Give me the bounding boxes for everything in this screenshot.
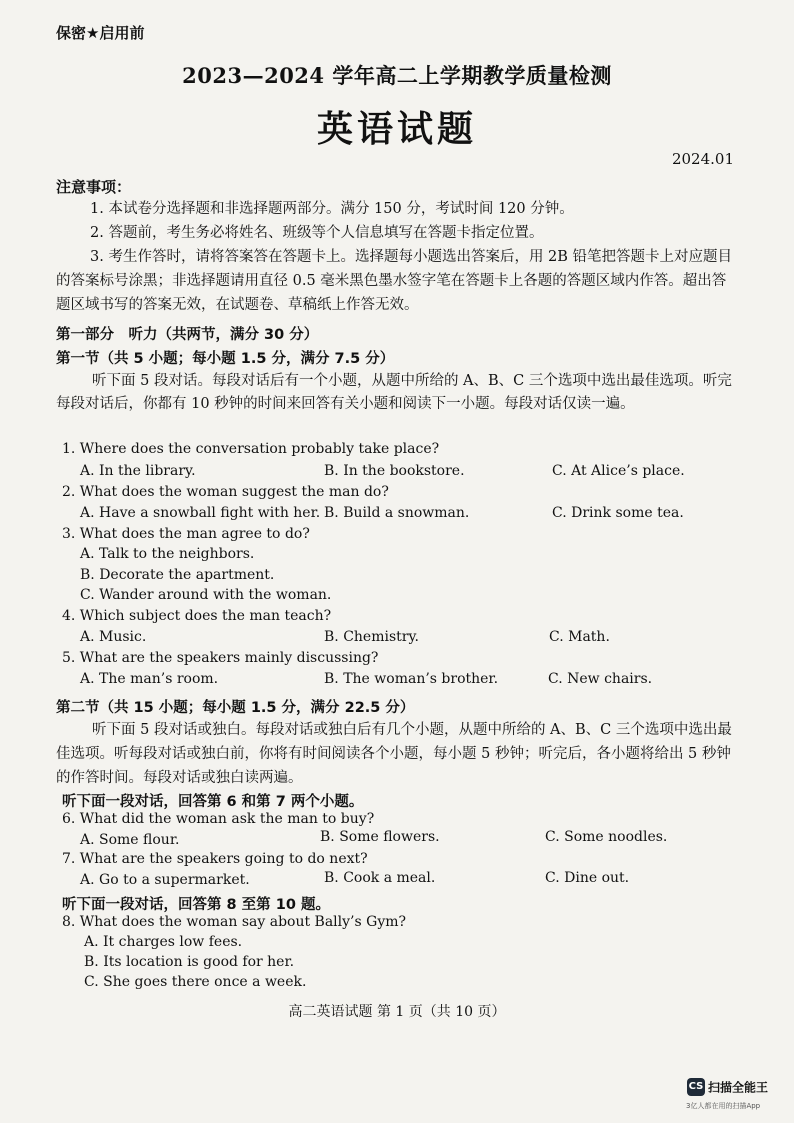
scanner-tagline: 3亿人都在用的扫描App (686, 1102, 761, 1110)
note-item-1: 1. 本试卷分选择题和非选择题两部分。满分 150 分，考试时间 120 分钟。 (90, 201, 574, 217)
group-6-7-heading: 听下面一段对话，回答第 6 和第 7 两个小题。 (62, 794, 364, 810)
section2-instructions: 听下面 5 段对话或独白。每段对话或独白后有几个小题，从题中所给的 A、B、C 三个选项中选出最佳选项。听每段对话或独白前，你将有时间阅读各个小题，每小题 5 秒钟；听完后，各小题将给出 5 秒钟的作答时间。每段对话或独白读两遍。 (56, 722, 732, 786)
question-4: 4. Which subject does the man teach? (62, 608, 332, 624)
scanner-brand: 扫描全能王 (708, 1080, 769, 1095)
q5-option-a: A. The man’s room. (80, 671, 219, 687)
q1-option-a: A. In the library. (80, 463, 196, 479)
question-3: 3. What does the man agree to do? (62, 526, 310, 542)
scanner-watermark (687, 1078, 768, 1096)
section1-instructions: 听下面 5 段对话。每段对话后有一个小题，从题中所给的 A、B、C 三个选项中选出最佳选项。听完每段对话后，你都有 10 秒钟的时间来回答有关小题和阅读下一小题。每段对话仅读一遍。 (56, 373, 732, 412)
q1-option-b: B. In the bookstore. (324, 463, 465, 479)
q8-option-b: B. Its location is good for her. (84, 954, 295, 970)
q1-option-c: C. At Alice’s place. (552, 463, 685, 479)
confidential-mark: 保密★启用前 (56, 24, 145, 42)
question-8: 8. What does the woman say about Bally’s Gym? (62, 914, 407, 930)
question-7: 7. What are the speakers going to do next? (62, 851, 368, 867)
question-1: 1. Where does the conversation probably take place? (62, 441, 440, 457)
q3-option-c: C. Wander around with the woman. (80, 587, 332, 603)
part1-heading: 第一部分 听力（共两节，满分 30 分） (56, 327, 319, 343)
section1-heading: 第一节（共 5 小题；每小题 1.5 分，满分 7.5 分） (56, 351, 395, 367)
scanner-logo-icon: CS (687, 1078, 705, 1096)
q3-option-b: B. Decorate the apartment. (80, 567, 275, 583)
q3-option-a: A. Talk to the neighbors. (80, 546, 255, 562)
exam-title: 2023—2024 学年高二上学期教学质量检测 (182, 63, 612, 88)
q5-option-b: B. The woman’s brother. (324, 671, 499, 687)
q7-option-a: A. Go to a supermarket. (80, 872, 250, 888)
question-5: 5. What are the speakers mainly discussing? (62, 650, 379, 666)
q8-option-a: A. It charges low fees. (84, 934, 243, 950)
section2-heading: 第二节（共 15 小题；每小题 1.5 分，满分 22.5 分） (56, 700, 415, 716)
q6-option-b: B. Some flowers. (320, 829, 440, 845)
exam-date: 2024.01 (671, 150, 734, 168)
note-item-3: 3. 考生作答时，请将答案答在答题卡上。选择题每小题选出答案后，用 2B 铅笔把答题卡上对应题目的答案标号涂黑；非选择题请用直径 0.5 毫米黑色墨水签字笔在答题卡上各题的答题区域内作答。超出答题区域书写的答案无效，在试题卷、草稿纸上作答无效。 (56, 249, 733, 313)
question-6: 6. What did the woman ask the man to buy? (62, 811, 375, 827)
q6-option-a: A. Some flour. (80, 832, 180, 848)
q4-option-b: B. Chemistry. (324, 629, 419, 645)
subject-title: 英语试题 (316, 109, 477, 150)
page-footer: 高二英语试题 第 1 页（共 10 页） (288, 1004, 506, 1020)
note-item-2: 2. 答题前，考生务必将姓名、班级等个人信息填写在答题卡指定位置。 (90, 225, 544, 241)
group-8-10-heading: 听下面一段对话，回答第 8 至第 10 题。 (62, 897, 330, 913)
q7-option-c: C. Dine out. (545, 870, 630, 886)
q2-option-a: A. Have a snowball fight with her. (80, 505, 321, 521)
q4-option-a: A. Music. (80, 629, 147, 645)
q2-option-c: C. Drink some tea. (552, 505, 684, 521)
q7-option-b: B. Cook a meal. (324, 870, 436, 886)
q8-option-c: C. She goes there once a week. (84, 974, 307, 990)
q5-option-c: C. New chairs. (548, 671, 653, 687)
notes-heading: 注意事项： (56, 178, 132, 196)
q2-option-b: B. Build a snowman. (324, 505, 470, 521)
q6-option-c: C. Some noodles. (545, 829, 668, 845)
q4-option-c: C. Math. (549, 629, 610, 645)
question-2: 2. What does the woman suggest the man do? (62, 484, 389, 500)
